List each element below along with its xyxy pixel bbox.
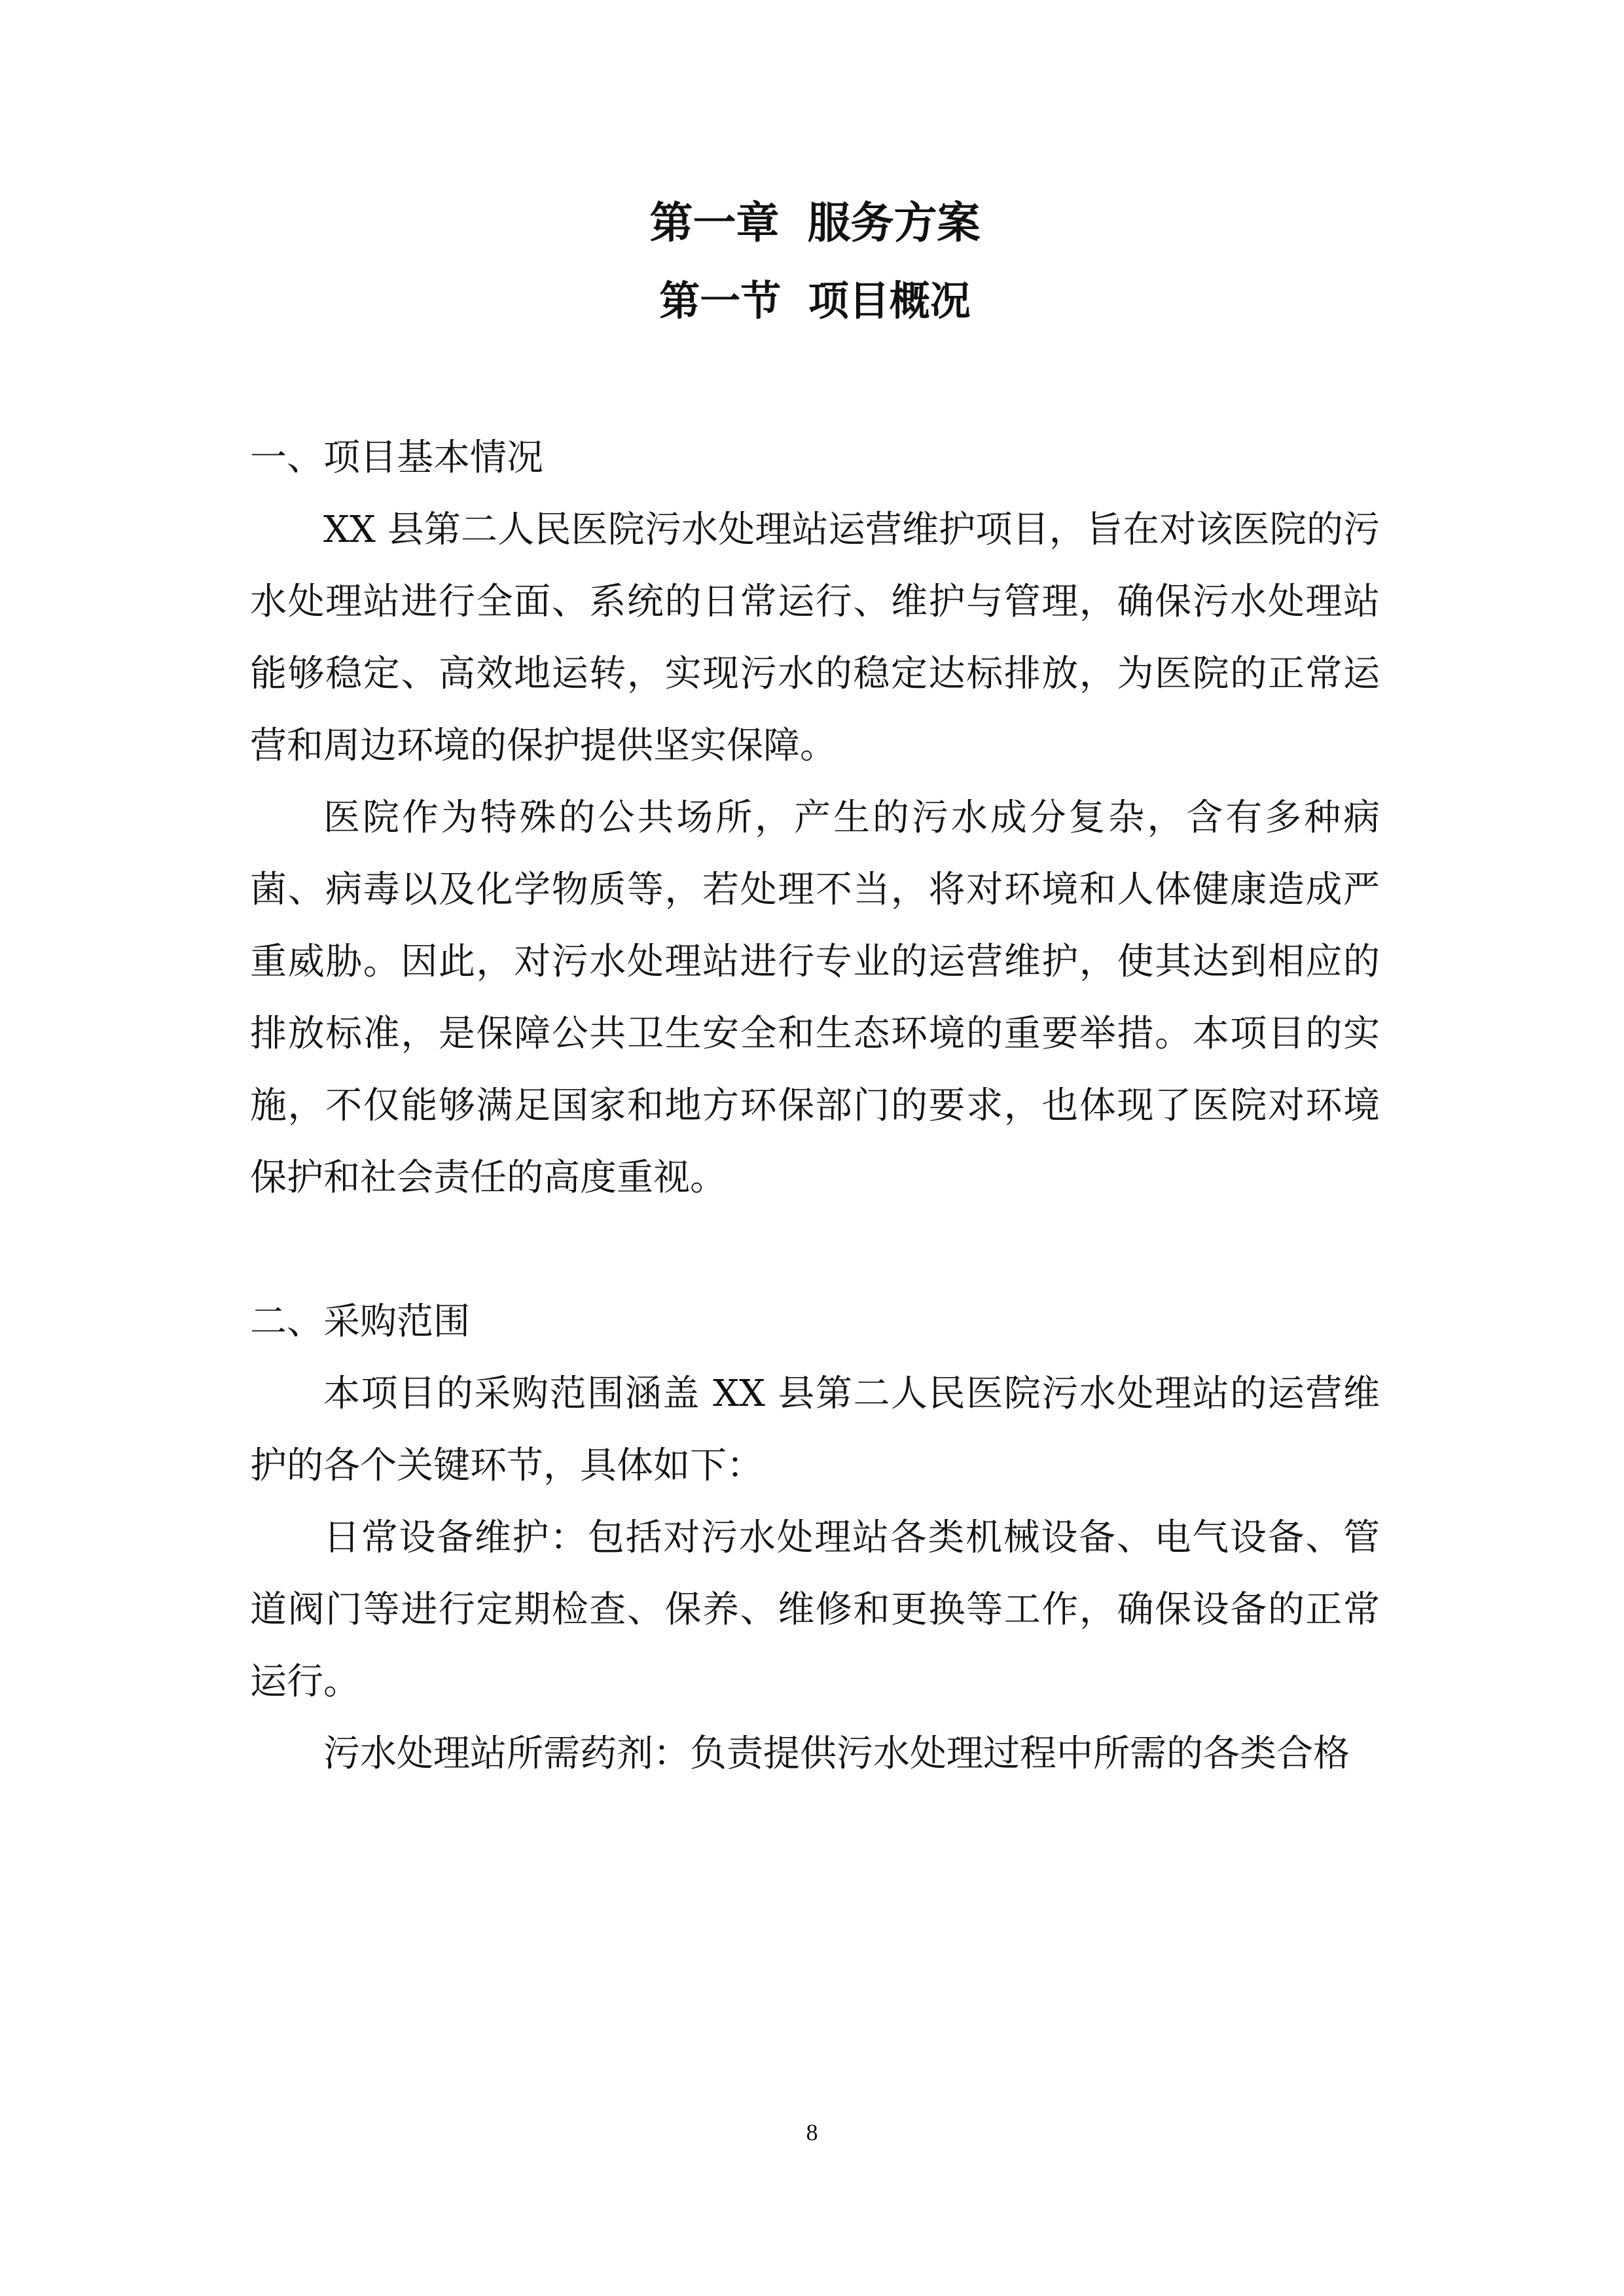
paragraph: 本项目的采购范围涵盖 XX 县第二人民医院污水处理站的运营维护的各个关键环节，具体如下： <box>250 1372 1380 1487</box>
paragraph: XX 县第二人民医院污水处理站运营维护项目，旨在对该医院的污水处理站进行全面、系统的日常运行、维护与管理，确保污水处理站能够稳定、高效地运转，实现污水的稳定达标排放，为医院的正常运营和周边环境的保护提供坚实保障。 <box>250 509 1380 767</box>
section-procurement-scope <box>250 1286 1380 1790</box>
paragraph: 污水处理站所需药剂：负责提供污水处理过程中所需的各类合格 <box>323 1732 1350 1775</box>
section-basic-info <box>250 422 1380 1214</box>
paragraph: 日常设备维护：包括对污水处理站各类机械设备、电气设备、管道阀门等进行定期检查、保养、维修和更换等工作，确保设备的正常运行。 <box>250 1516 1380 1703</box>
chapter-title: 第一章 服务方案 <box>649 197 981 248</box>
page-content <box>250 196 1380 1790</box>
section-heading: 一、项目基本情况 <box>250 437 543 479</box>
section-heading: 二、采购范围 <box>250 1300 470 1343</box>
paragraph: 医院作为特殊的公共场所，产生的污水成分复杂，含有多种病菌、病毒以及化学物质等，若处理不当，将对环境和人体健康造成严重威胁。因此，对污水处理站进行专业的运营维护，使其达到相应的排放标准，是保障公共卫生安全和生态环境的重要举措。本项目的实施，不仅能够满足国家和地方环保部门的要求，也体现了医院对环境保护和社会责任的高度重视。 <box>250 797 1380 1199</box>
page-number: 8 <box>806 2119 818 2145</box>
section-title: 第一节 项目概况 <box>659 277 971 325</box>
